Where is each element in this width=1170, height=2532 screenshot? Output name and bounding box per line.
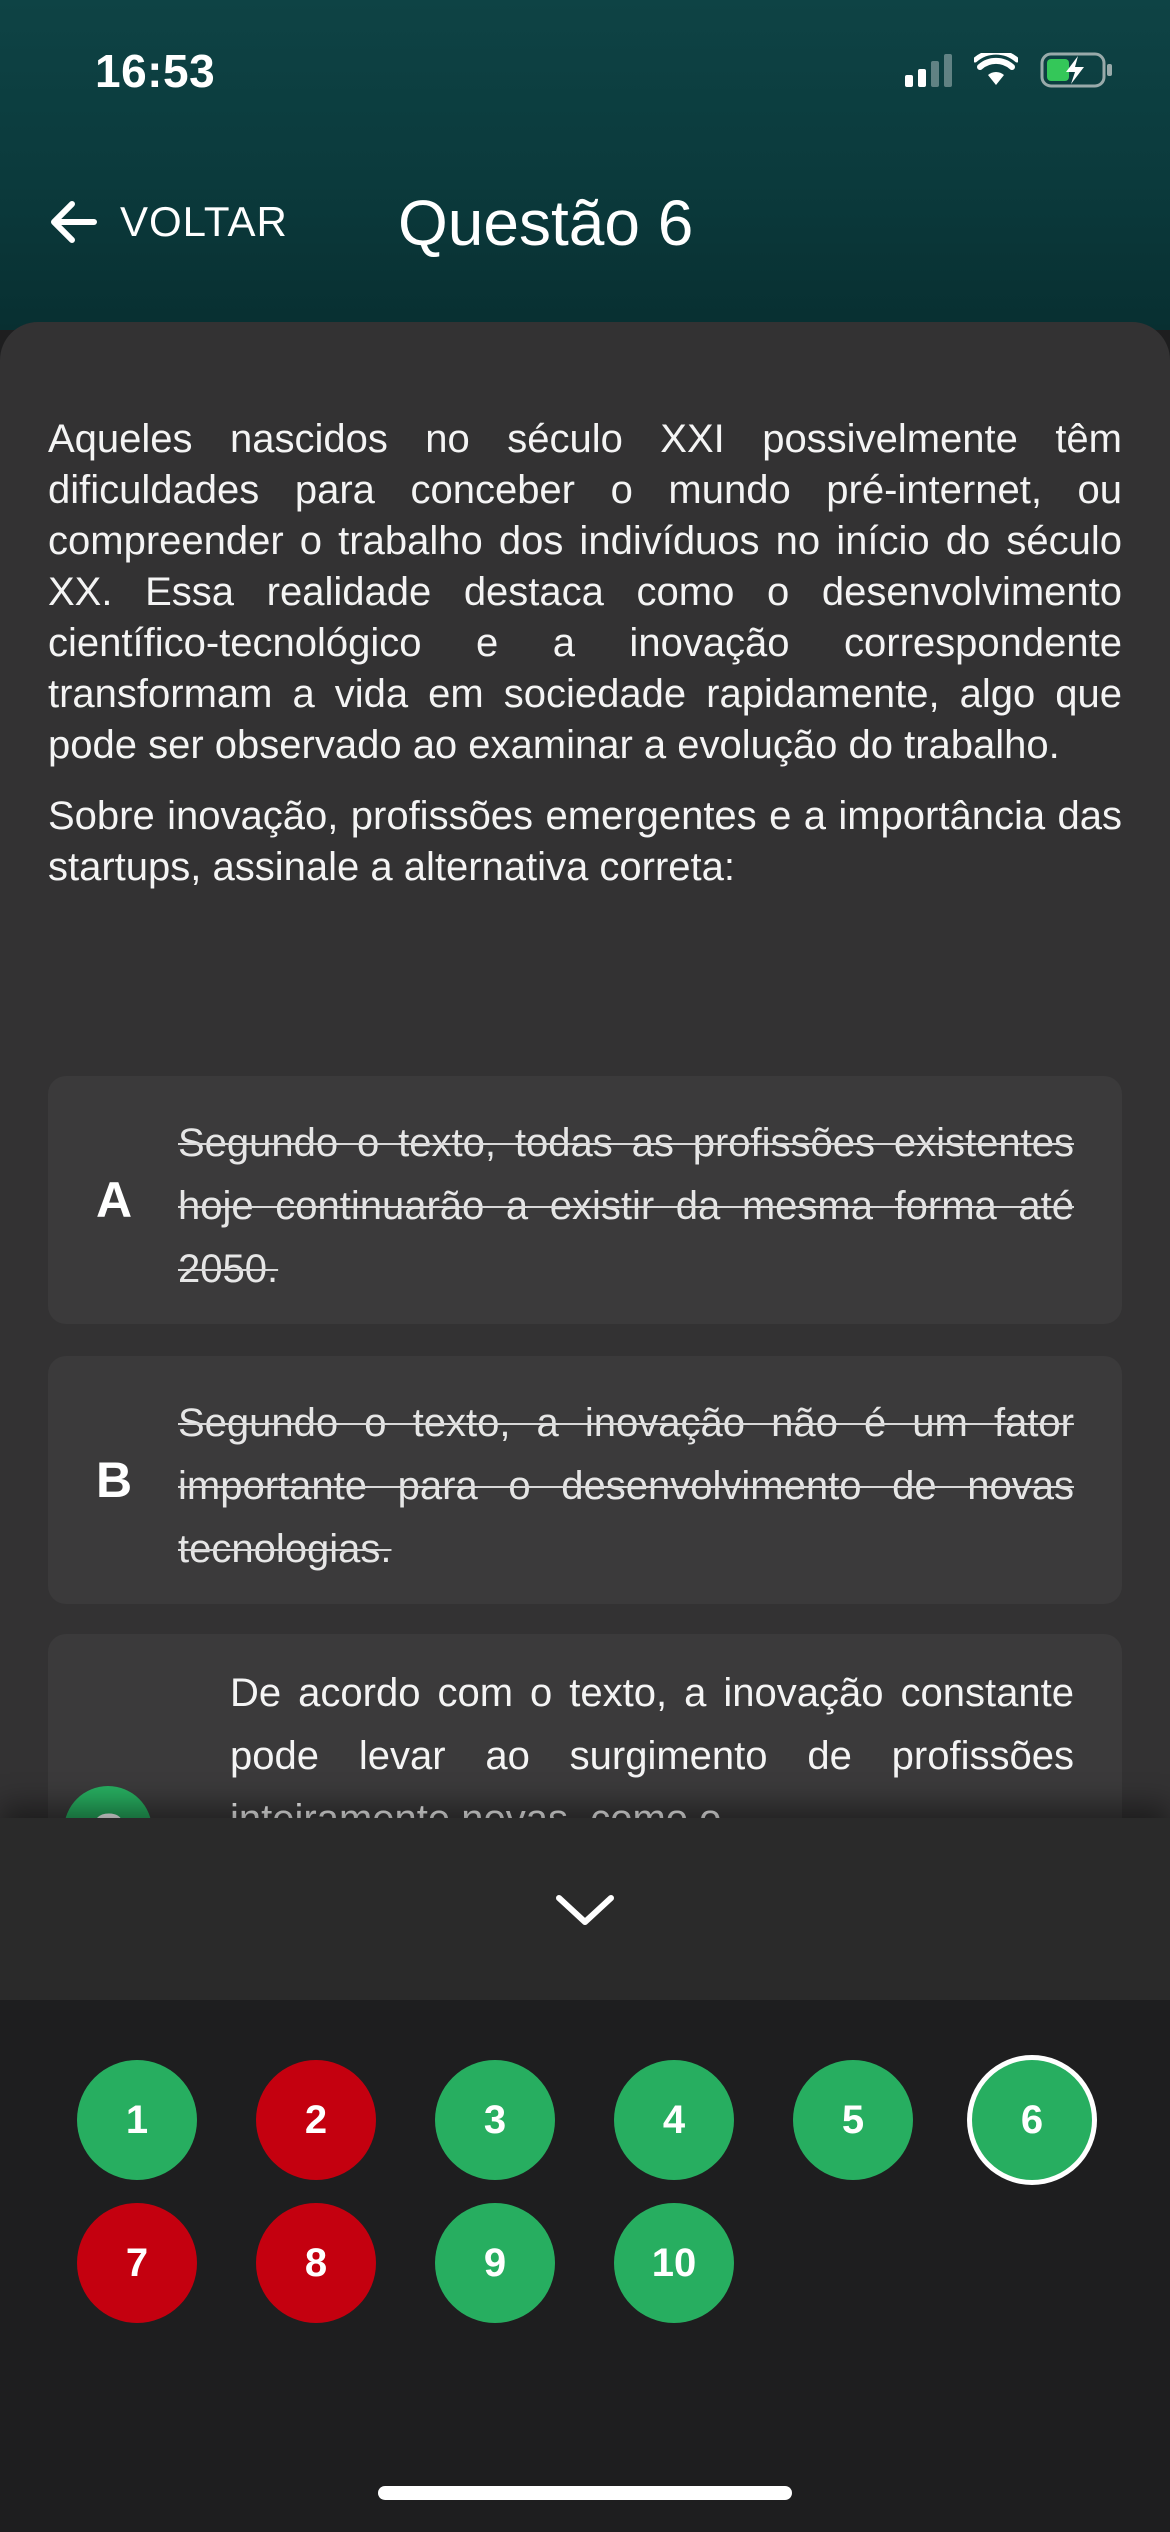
option-letter: B: [96, 1452, 133, 1508]
question-number-button[interactable]: 5: [793, 2060, 913, 2180]
collapse-navigator-button[interactable]: [535, 1870, 635, 1950]
arrow-left-icon: [44, 194, 100, 250]
navigator-toggle-bar: [0, 1818, 1170, 2000]
question-number-button-current[interactable]: 6: [972, 2060, 1092, 2180]
cellular-signal-icon: [905, 53, 952, 87]
question-number-button[interactable]: 3: [435, 2060, 555, 2180]
option-text: De acordo com o texto, a inovação constante pode levar ao surgimento de profissões: [230, 1671, 1074, 1778]
back-button[interactable]: [44, 192, 288, 252]
option-text: Segundo o texto, todas as profissões existentes hoje continuarão a existir da mesma forma até 2050.: [178, 1121, 1074, 1291]
question-text: [48, 414, 1122, 913]
question-number-button[interactable]: 7: [77, 2203, 197, 2323]
question-number-button[interactable]: 8: [256, 2203, 376, 2323]
back-label: VOLTAR: [120, 198, 288, 245]
chevron-down-icon: [553, 1890, 617, 1930]
battery-charging-icon: [1040, 52, 1114, 88]
question-paragraph: Aqueles nascidos no século XXI possivelmente têm dificuldades para conceber o mundo pré-internet, ou compreender o trabalho dos indivíduos no início do século XX. Essa realidade destaca como o desenvolvimento científico-tecnológico e a inovação correspondente transformam a vida em sociedade rapidamente, algo que pode ser observado ao examinar a evolução do trabalho.: [48, 417, 1122, 767]
wifi-icon: [974, 53, 1018, 87]
option-b[interactable]: [48, 1356, 1122, 1604]
option-a[interactable]: [48, 1076, 1122, 1324]
question-number-button[interactable]: 2: [256, 2060, 376, 2180]
question-number-button[interactable]: 9: [435, 2203, 555, 2323]
status-time: 16:53: [95, 45, 216, 97]
question-number-button[interactable]: 4: [614, 2060, 734, 2180]
question-number-button[interactable]: 1: [77, 2060, 197, 2180]
status-icons: [905, 52, 1114, 88]
page-title: Questão 6: [398, 187, 694, 259]
question-number-button[interactable]: 10: [614, 2203, 734, 2323]
option-text: Segundo o texto, a inovação não é um fator importante para o desenvolvimento de novas tecnologias.: [178, 1401, 1074, 1571]
app-header: [0, 0, 1170, 330]
option-letter: A: [96, 1172, 133, 1228]
home-indicator: [378, 2486, 792, 2500]
question-prompt: Sobre inovação, profissões emergentes e a importância das startups, assinale a alternativa correta:: [48, 794, 1122, 889]
question-card: [0, 322, 1170, 1822]
